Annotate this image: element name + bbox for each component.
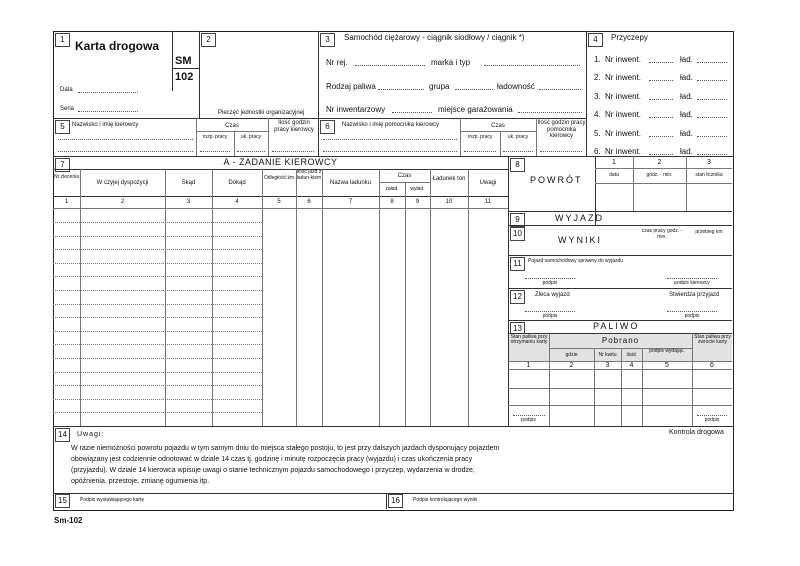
make-field[interactable] — [484, 65, 580, 66]
notes-title: Uwagi: — [77, 431, 105, 438]
table-column-divider — [80, 169, 81, 426]
trailer-number: 5. — [594, 129, 601, 138]
table-row[interactable] — [53, 263, 262, 264]
trailer-inventory-field[interactable] — [649, 154, 673, 155]
date-field[interactable] — [78, 92, 138, 93]
form-frame — [53, 31, 734, 511]
trailer-inventory-field[interactable] — [649, 117, 673, 118]
divider — [172, 68, 199, 69]
stamp-label: Pieczęć jednostki organizacyjnej — [218, 110, 305, 116]
notes-text-2: obowiązany jest codziennie odnotować w dziale 14 czas tj. godzinę i minutę rozpoczęcia pracy (wyjazdu) i czas ukończenia pracy — [71, 456, 473, 463]
trailer-capacity-label: ład. — [680, 129, 693, 138]
notes-text-1: W razie niemożności powrotu pojazdu w tym samym dniu do miejsca stałego postoju, to jest przy dalszych jazdach dysponujący pojazdem — [71, 445, 500, 452]
garage-field[interactable] — [518, 112, 582, 113]
fuel-receipt-label: Nr kwitu — [598, 352, 617, 358]
box-number: 8 — [510, 158, 525, 172]
trailer-inventory-field[interactable] — [649, 62, 673, 63]
start-work-label-2: rozp. pracy — [467, 134, 493, 140]
table-column-divider — [296, 169, 297, 426]
form-code-number: 102 — [175, 71, 194, 83]
start-work-label: rozp. pracy — [202, 134, 228, 140]
box-number: 6 — [320, 120, 335, 134]
form-code-footer: Sm-102 — [54, 516, 83, 525]
divider — [508, 156, 509, 426]
trailer-inventory-label: Nr inwent. — [605, 147, 642, 156]
box-number: 3 — [320, 33, 335, 47]
assistant-name-field-2[interactable] — [323, 151, 457, 152]
box-number: 2 — [201, 33, 216, 47]
fuel-type-field[interactable] — [378, 89, 424, 90]
inventory-label: Nr inwentarzowy — [326, 105, 386, 114]
trailer-capacity-field[interactable] — [697, 62, 727, 63]
trailer-number: 6. — [594, 147, 601, 156]
box-number: 10 — [510, 227, 525, 241]
results-title: WYNIKI — [558, 235, 603, 245]
group-label: grupa — [429, 82, 450, 91]
divider — [318, 118, 319, 156]
table-column-divider — [405, 182, 406, 426]
fuel-num-6: 6 — [710, 362, 714, 369]
issuer-signature-label: Podpis wystawiającego kartę — [80, 497, 145, 503]
trailer-inventory-label: Nr inwent. — [605, 92, 642, 101]
column-number: 10 — [445, 199, 453, 205]
table-row[interactable] — [53, 372, 262, 373]
col-loading: załad. — [385, 186, 399, 192]
notes-text-3: (przyjazdu). W dziale 14 kierowca wpisuje uwagi o stanie technicznym pojazdu samochodowego i przyczep, wydarzenia w drodze, — [71, 467, 475, 474]
trailer-capacity-field[interactable] — [697, 99, 727, 100]
fuel-num-5: 5 — [665, 362, 669, 369]
capacity-field[interactable] — [539, 89, 581, 90]
table-column-divider — [322, 169, 323, 426]
fuel-issuer-signature-label: podpis wydając. — [649, 348, 685, 354]
trailer-capacity-field[interactable] — [697, 117, 727, 118]
table-row[interactable] — [53, 399, 262, 400]
table-column-divider — [165, 169, 166, 426]
col-trips: Ilość jazd z ładun-kiem — [296, 169, 322, 181]
box-number: 7 — [55, 158, 70, 172]
table-row[interactable] — [53, 317, 262, 318]
task-title: A - ZADANIE KIEROWCY — [223, 157, 338, 167]
driver-name-label: Nazwisko i imię kierowcy — [72, 122, 139, 128]
col-time: Czas — [397, 173, 412, 179]
table-row[interactable] — [53, 344, 262, 345]
departure-title: WYJAZD — [555, 213, 604, 223]
driver-name-field[interactable] — [58, 139, 193, 140]
table-row[interactable] — [53, 331, 262, 332]
trailer-inventory-label: Nr inwent. — [605, 129, 642, 138]
fuel-before-label: Stan paliwa przy otrzymaniu karty — [510, 334, 548, 346]
table-column-divider — [379, 169, 380, 426]
fuel-type-label: Rodzaj paliwa — [326, 82, 376, 91]
reg-label: Nr rej. — [326, 58, 348, 67]
return-col-2: 2 — [657, 159, 662, 166]
trailer-capacity-label: ład. — [680, 55, 693, 64]
divider — [318, 31, 319, 119]
make-label: marka i typ — [431, 58, 471, 67]
trailer-capacity-label: ład. — [680, 110, 693, 119]
table-row[interactable] — [53, 276, 262, 277]
divider — [53, 118, 586, 119]
driver-hours-label: Ilość godzin pracy kierowcy — [274, 120, 314, 133]
col-order-nr: Nr zlecenia — [53, 174, 79, 180]
trailer-number: 3. — [594, 92, 601, 101]
table-row[interactable] — [53, 385, 262, 386]
box-number: 1 — [55, 33, 70, 47]
trailer-inventory-field[interactable] — [649, 136, 673, 137]
return-col-3: 3 — [707, 159, 711, 166]
divider — [172, 31, 173, 91]
checker-signature-label: Podpis kontrolującego wyniki — [413, 497, 478, 503]
assistant-hours-label: Ilość godzin pracy pomocnika kierowcy — [537, 120, 586, 140]
fuel-collected-label: Pobrano — [601, 336, 640, 345]
driver-name-field-2[interactable] — [58, 151, 193, 152]
end-work-label: uk. pracy — [240, 134, 262, 140]
return-date-label: data — [609, 172, 619, 178]
fuel-num-4: 4 — [629, 362, 634, 369]
assistant-name-field[interactable] — [323, 139, 457, 140]
table-column-divider — [468, 169, 469, 426]
column-number: 7 — [348, 199, 353, 205]
assistant-name-label: Nazwisko i imię pomocnika kierowcy — [342, 122, 440, 128]
table-row[interactable] — [53, 222, 262, 223]
return-title: POWRÓT — [530, 175, 583, 185]
table-column-divider — [430, 169, 431, 426]
form-title: Karta drogowa — [75, 39, 160, 53]
series-label: Seria — [60, 106, 75, 112]
confirmed-label: Stwierdza przyjazd — [669, 292, 720, 298]
table-row[interactable] — [53, 358, 262, 359]
trailer-inventory-field[interactable] — [649, 80, 673, 81]
fuel-title: PALIWO — [593, 321, 640, 331]
divider — [199, 31, 200, 119]
fit-signature-label: podpis — [542, 280, 558, 286]
fuel-qty-label: ilość — [626, 352, 637, 358]
series-field[interactable] — [78, 111, 138, 112]
column-number: 6 — [307, 199, 311, 205]
date-label: Data — [60, 87, 73, 93]
trailer-number: 2. — [594, 73, 601, 82]
trailer-capacity-field[interactable] — [697, 154, 727, 155]
col-unloading: wyład. — [410, 186, 425, 192]
end-work-label-2: uk. pracy — [507, 134, 529, 140]
box-number: 4 — [588, 33, 603, 47]
column-number: 11 — [484, 199, 492, 205]
col-from: Skąd — [181, 180, 196, 186]
fuel-num-2: 2 — [569, 362, 574, 369]
table-row[interactable] — [53, 412, 262, 413]
fuel-num-1: 1 — [526, 362, 531, 369]
commissioned-label: Zleca wyjazd — [535, 292, 570, 298]
trailer-inventory-field[interactable] — [649, 99, 673, 100]
box-number: 13 — [510, 322, 525, 336]
work-time-label: czas pracy godz. - min. — [641, 228, 683, 240]
box-number: 16 — [388, 494, 403, 508]
form-code-sm: SM — [175, 55, 192, 67]
trailer-inventory-label: Nr inwent. — [605, 55, 642, 64]
garage-label: miejsce garażowania — [438, 105, 513, 114]
fuel-num-3: 3 — [605, 362, 610, 369]
trailers-title: Przyczepy — [611, 33, 648, 42]
return-time-label: godz. - min. — [646, 172, 673, 178]
col-distance: Odległość km — [263, 175, 295, 181]
reg-field[interactable] — [355, 65, 425, 66]
column-number: 4 — [235, 199, 239, 205]
divider — [586, 31, 587, 156]
col-notes: Uwagi — [479, 180, 497, 186]
trailer-capacity-label: ład. — [680, 73, 693, 82]
col-cargo: Nazwa ładunku — [329, 180, 372, 186]
trailer-capacity-field[interactable] — [697, 80, 727, 81]
box-number: 14 — [55, 428, 70, 442]
column-number: 9 — [415, 199, 420, 205]
column-number: 8 — [390, 199, 394, 205]
return-meter-label: stan licznika — [695, 172, 723, 178]
box-number: 9 — [510, 213, 525, 227]
confirmed-signature-label: podpis — [684, 313, 700, 319]
vehicle-title: Samochód ciężarowy - ciągnik siodłowy / ciągnik *) — [344, 33, 525, 42]
mileage-label: przebieg km — [695, 229, 723, 235]
column-number: 1 — [64, 199, 69, 205]
fuel-where-label: gdzie — [565, 352, 578, 358]
table-row[interactable] — [53, 249, 262, 250]
table-column-divider — [212, 169, 213, 426]
column-number: 2 — [120, 199, 125, 205]
time-label-2: Czas — [491, 123, 505, 129]
trailer-capacity-label: ład. — [680, 92, 693, 101]
fuel-after-label: Stan paliwa przy zwrocie karty — [694, 334, 731, 346]
column-number: 3 — [186, 199, 191, 205]
time-label: Czas — [225, 123, 239, 129]
fit-title: Pojazd samochodowy sprawny do wyjazdu — [528, 258, 624, 264]
table-row[interactable] — [53, 236, 262, 237]
table-column-divider — [262, 169, 263, 426]
trailer-capacity-field[interactable] — [697, 136, 727, 137]
table-row[interactable] — [53, 304, 262, 305]
driver-signature-label: podpis kierowcy — [674, 280, 710, 286]
column-number: 5 — [277, 199, 281, 205]
trailer-capacity-label: ład. — [680, 147, 693, 156]
table-row[interactable] — [53, 290, 262, 291]
col-disposal: W czyjej dyspozycji — [96, 180, 149, 186]
col-to: Dokąd — [228, 180, 246, 186]
trailer-number: 4. — [594, 110, 601, 119]
notes-text-4: opóźnienia, przestoje, zmianę ogumienia itp. — [71, 478, 210, 485]
fuel-before-signature-label: podpis — [521, 417, 536, 423]
box-number: 11 — [510, 257, 525, 271]
group-field[interactable] — [455, 89, 493, 90]
capacity-label: ładowność — [497, 82, 535, 91]
trailer-number: 1. — [594, 55, 601, 64]
fuel-after-signature-label: podpis — [704, 417, 720, 423]
commissioned-signature-label: podpis — [542, 313, 558, 319]
trailer-inventory-label: Nr inwent. — [605, 73, 642, 82]
box-number: 15 — [55, 494, 70, 508]
divider — [53, 156, 733, 157]
return-col-1: 1 — [612, 159, 616, 166]
trailer-inventory-label: Nr inwent. — [605, 110, 642, 119]
inventory-field[interactable] — [392, 112, 432, 113]
box-number: 5 — [55, 120, 70, 134]
box-number: 12 — [510, 290, 525, 304]
road-control-label: Kontrola drogowa — [669, 429, 724, 436]
col-tons: Ładunek ton — [432, 176, 466, 182]
